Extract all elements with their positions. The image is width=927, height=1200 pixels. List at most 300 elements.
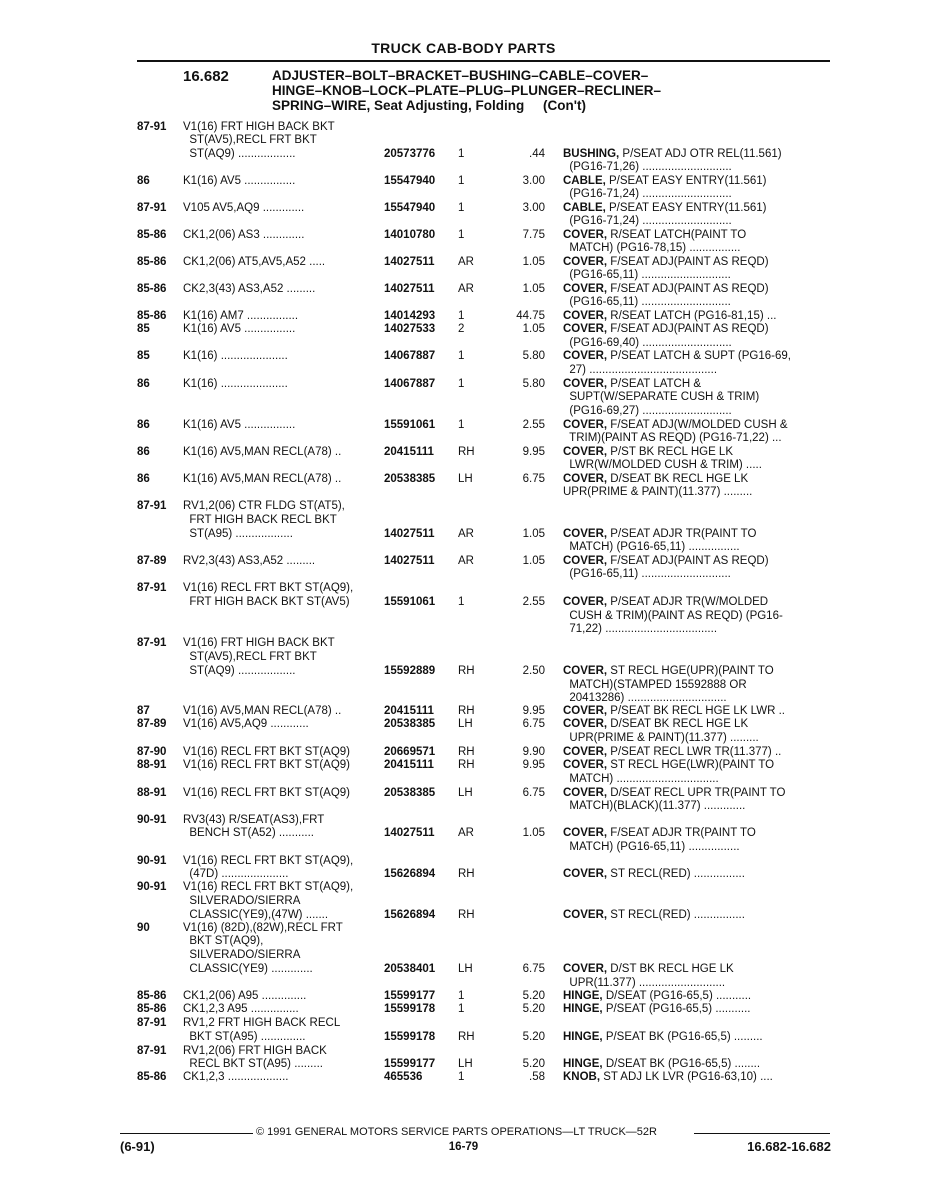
application: K1(16) AV5,MAN RECL(A78) .. [183,473,342,485]
part-number: 14027511 [384,827,435,839]
description-text: P/SEAT RECL LWR TR(11.377) .. [607,746,782,758]
application: (47D) ..................... [183,868,289,880]
application: V1(16) RECL FRT BKT ST(AQ9) [183,746,351,758]
part-number: 20415111 [384,759,434,771]
quantity: 1 [458,378,465,390]
description [563,909,745,923]
application: V1(16) AV5,AQ9 ............ [183,718,309,730]
part-number: 20669571 [384,746,436,758]
application: ST(A95) .................. [183,528,293,540]
application: K1(16) ..................... [183,378,288,390]
description [563,161,732,175]
page-title: TRUCK CAB-BODY PARTS [371,40,556,56]
description-text: (PG16-71,26) ............................ [563,161,732,173]
part-number: 14027511 [384,555,435,567]
part-name: COVER, [563,555,608,567]
price: 9.95 [522,759,545,771]
part-number: 14010780 [384,229,436,241]
description [563,1058,760,1072]
footer-copyright: © 1991 GENERAL MOTORS SERVICE PARTS OPERATIONS—LT TRUCK—52R [256,1126,657,1138]
part-number: 15626894 [384,868,436,880]
part-name: KNOB, [563,1071,601,1083]
model-year: 88-91 [137,787,167,799]
application: K1(16) AV5 ................ [183,175,296,187]
part-number: 15626894 [384,909,436,921]
description-text: ST RECL(RED) ................ [607,909,745,921]
description-text: (PG16-65,11) ............................ [563,269,731,281]
price: 5.80 [522,378,545,390]
part-name: COVER, [563,787,608,799]
price: 1.05 [522,323,545,335]
quantity: RH [458,446,475,458]
description [563,486,752,500]
application: K1(16) AM7 ................ [183,310,299,322]
model-year: 87-91 [137,202,167,214]
part-name: COVER, [563,446,608,458]
part-number: 20538385 [384,718,436,730]
description-text: (PG16-71,24) ............................ [563,188,732,200]
part-number: 15599177 [384,1058,436,1070]
description-text: F/SEAT ADJ(PAINT AS REQD) [607,283,769,295]
model-year: 87-91 [137,121,167,133]
quantity: 1 [458,148,465,160]
model-year: 86 [137,446,150,458]
description-text: D/SEAT RECL UPR TR(PAINT TO [607,787,786,799]
part-number: 20415111 [384,446,434,458]
price: 1.05 [522,827,545,839]
description-text: ST RECL HGE(UPR)(PAINT TO [607,665,774,677]
description-text: MATCH)(STAMPED 15592888 OR [563,679,747,691]
description [563,378,701,392]
description [563,555,769,569]
part-name: HINGE, [563,1058,603,1070]
description [563,665,774,679]
description-text: D/SEAT BK RECL HGE LK [607,473,749,485]
application: ST(AQ9) .................. [183,665,296,677]
quantity: LH [458,1058,473,1070]
description [563,446,733,460]
model-year: 85-86 [137,1071,167,1083]
price: 3.00 [522,202,545,214]
quantity: RH [458,759,475,771]
description [563,990,751,1004]
description-text: MATCH)(BLACK)(11.377) ............. [563,800,746,812]
description-text: P/SEAT ADJR TR(W/MOLDED [607,596,769,608]
model-year: 90-91 [137,881,167,893]
price: 1.05 [522,283,545,295]
description [563,746,781,760]
model-year: 85 [137,323,150,335]
application: FRT HIGH BACK BKT ST(AV5) [183,596,350,608]
part-name: COVER, [563,718,608,730]
part-name: COVER, [563,323,608,335]
price: 9.95 [522,705,545,717]
description [563,188,732,202]
quantity: LH [458,718,473,730]
section-title-line: HINGE–KNOB–LOCK–PLATE–PLUG–PLUNGER–RECLINER– [272,83,662,98]
description-text: (PG16-71,24) ............................ [563,215,732,227]
application: K1(16) AV5 ................ [183,323,296,335]
part-name: COVER, [563,868,608,880]
part-number: 15591061 [384,419,436,431]
description-text: UPR(PRIME & PAINT)(11.377) ......... [563,732,759,744]
description [563,256,769,270]
application: CK2,3(43) AS3,A52 ......... [183,283,316,295]
description [563,364,717,378]
price: .58 [529,1071,545,1083]
description [563,229,746,243]
description-text: F/SEAT ADJ(PAINT AS REQD) [607,256,769,268]
application: V1(16) RECL FRT BKT ST(AQ9) [183,759,351,771]
quantity: AR [458,827,474,839]
description-text: P/SEAT LATCH & [607,378,702,390]
price: 1.05 [522,256,545,268]
part-name: COVER, [563,909,608,921]
description [563,148,782,162]
footer-section-range: 16.682-16.682 [747,1139,831,1154]
description [563,283,769,297]
model-year: 85-86 [137,256,167,268]
application: V1(16) AV5,MAN RECL(A78) .. [183,705,342,717]
model-year: 87-90 [137,746,167,758]
description [563,610,783,624]
description-text: P/SEAT LATCH & SUPT (PG16-69, [607,350,791,362]
quantity: LH [458,787,473,799]
quantity: 1 [458,1071,465,1083]
model-year: 87-91 [137,637,167,649]
description [563,541,740,555]
description-text: P/SEAT EASY ENTRY(11.561) [605,202,767,214]
description-text: P/SEAT ADJ OTR REL(11.561) [619,148,782,160]
description-text: D/SEAT BK (PG16-65,5) ........ [602,1058,761,1070]
application: FRT HIGH BACK RECL BKT [183,514,337,526]
price: 6.75 [522,718,545,730]
application: V1(16) RECL FRT BKT ST(AQ9) [183,787,351,799]
description-text: ST RECL(RED) ................ [607,868,745,880]
quantity: 1 [458,310,465,322]
part-number: 15547940 [384,202,436,214]
description [563,350,791,364]
description [563,175,766,189]
description-text: 71,22) ................................... [563,623,718,635]
description-text: F/SEAT ADJR TR(PAINT TO [607,827,756,839]
model-year: 86 [137,175,150,187]
part-name: COVER, [563,473,608,485]
part-name: HINGE, [563,990,603,1002]
quantity: 2 [458,323,465,335]
price: 5.20 [522,1003,545,1015]
part-name: COVER, [563,705,608,717]
description-text: MATCH) (PG16-65,11) ................ [563,841,740,853]
description-text: P/ST BK RECL HGE LK [607,446,733,458]
description [563,391,759,405]
description [563,215,732,229]
description [563,296,731,310]
model-year: 87 [137,705,150,717]
quantity: 1 [458,1003,465,1015]
part-name: COVER, [563,350,608,362]
description [563,732,759,746]
quantity: 1 [458,596,465,608]
description-text: 20413286) ............................... [563,692,727,704]
application: K1(16) ..................... [183,350,288,362]
description-text: CUSH & TRIM)(PAINT AS REQD) (PG16- [563,610,783,622]
price: 5.20 [522,990,545,1002]
part-number: 20538385 [384,787,436,799]
quantity: AR [458,283,474,295]
application: K1(16) AV5 ................ [183,419,296,431]
application: ST(AV5),RECL FRT BKT [183,134,317,146]
application: RECL BKT ST(A95) ......... [183,1058,323,1070]
model-year: 90-91 [137,855,167,867]
part-name: COVER, [563,963,608,975]
description [563,1003,750,1017]
price: 7.75 [522,229,545,241]
quantity: 1 [458,990,465,1002]
description [563,841,740,855]
description-text: F/SEAT ADJ(W/MOLDED CUSH & [607,419,788,431]
quantity: RH [458,705,475,717]
quantity: 1 [458,350,465,362]
description-text: UPR(11.377) ........................... [563,977,726,989]
description [563,419,788,433]
price: 6.75 [522,787,545,799]
page-number: 16-79 [448,1141,479,1153]
description-text: P/SEAT ADJR TR(PAINT TO [607,528,757,540]
model-year: 85-86 [137,310,167,322]
application: SILVERADO/SIERRA [183,949,301,961]
footer-rule-left [120,1133,253,1134]
model-year: 87-89 [137,555,167,567]
application: CK1,2,3 A95 ............... [183,1003,299,1015]
description [563,800,745,814]
description [563,242,740,256]
model-year: 87-89 [137,718,167,730]
quantity: AR [458,555,474,567]
description [563,868,745,882]
description-text: SUPT(W/SEPARATE CUSH & TRIM) [563,391,760,403]
part-name: CABLE, [563,202,606,214]
description [563,679,747,693]
description-text: UPR(PRIME & PAINT)(11.377) ......... [563,486,753,498]
section-title [272,68,832,113]
part-name: COVER, [563,310,608,322]
application: SILVERADO/SIERRA [183,895,301,907]
application: CK1,2(06) A95 .............. [183,990,307,1002]
price: 1.05 [522,555,545,567]
price: 5.20 [522,1058,545,1070]
description-text: ST RECL HGE(LWR)(PAINT TO [607,759,775,771]
price: 5.80 [522,350,545,362]
quantity: 1 [458,229,465,241]
section-title-line: ADJUSTER–BOLT–BRACKET–BUSHING–CABLE–COVER– [272,68,649,83]
quantity: 1 [458,202,465,214]
model-year: 85-86 [137,283,167,295]
quantity: RH [458,665,475,677]
description [563,269,731,283]
part-number: 20415111 [384,705,434,717]
header-rule [137,60,830,62]
part-number: 20538385 [384,473,436,485]
description-text: MATCH) ................................ [563,773,719,785]
part-number: 465536 [384,1071,423,1083]
description [563,310,776,324]
description-text: D/SEAT BK RECL HGE LK [607,718,749,730]
part-name: COVER, [563,256,608,268]
part-number: 14014293 [384,310,436,322]
model-year: 85 [137,350,150,362]
part-name: CABLE, [563,175,606,187]
application: RV1,2(06) CTR FLDG ST(AT5), [183,500,345,512]
part-name: COVER, [563,596,608,608]
model-year: 88-91 [137,759,167,771]
footer-rule-right [694,1133,830,1134]
description-text: R/SEAT LATCH (PG16-81,15) ... [607,310,777,322]
description-text: (PG16-69,27) ............................ [563,405,732,417]
part-name: COVER, [563,746,608,758]
description [563,568,731,582]
price: 6.75 [522,963,545,975]
quantity: AR [458,256,474,268]
part-name: COVER, [563,759,608,771]
description [563,337,732,351]
application: V1(16) FRT HIGH BACK BKT [183,637,335,649]
quantity: RH [458,909,475,921]
section-title-line: SPRING–WIRE, Seat Adjusting, Folding (Con't) [272,98,586,113]
application: V1(16) RECL FRT BKT ST(AQ9), [183,582,354,594]
price: 1.05 [522,528,545,540]
part-name: COVER, [563,283,608,295]
price: 9.90 [522,746,545,758]
application: V1(16) RECL FRT BKT ST(AQ9), [183,855,354,867]
application: ST(AQ9) .................. [183,148,296,160]
application: RV2,3(43) AS3,A52 ......... [183,555,316,567]
application: BENCH ST(A52) ........... [183,827,314,839]
description-text: LWR(W/MOLDED CUSH & TRIM) ..... [563,459,762,471]
price: 44.75 [516,310,545,322]
part-number: 15599178 [384,1031,436,1043]
price: 5.20 [522,1031,545,1043]
model-year: 87-91 [137,500,167,512]
application: RV1,2 FRT HIGH BACK RECL [183,1017,341,1029]
model-year: 90 [137,922,150,934]
application: V1(16) (82D),(82W),RECL FRT [183,922,343,934]
description-text: P/SEAT BK RECL HGE LK LWR .. [607,705,785,717]
part-number: 14067887 [384,350,436,362]
description [563,202,766,216]
section-number: 16.682 [183,68,229,85]
quantity: LH [458,473,473,485]
model-year: 86 [137,419,150,431]
description [563,773,719,787]
quantity: RH [458,868,475,880]
quantity: 1 [458,419,465,431]
model-year: 90-91 [137,814,167,826]
description-text: (PG16-65,11) ............................ [563,296,731,308]
application: CK1,2(06) AS3 ............. [183,229,305,241]
part-number: 15599177 [384,990,436,1002]
price: 2.55 [522,419,545,431]
quantity: RH [458,1031,475,1043]
part-number: 15599178 [384,1003,436,1015]
description-text: MATCH) (PG16-78,15) ................ [563,242,741,254]
description-text: ST ADJ LK LVR (PG16-63,10) .... [600,1071,773,1083]
application: V1(16) RECL FRT BKT ST(AQ9), [183,881,354,893]
description [563,692,727,706]
description [563,473,748,487]
part-number: 15591061 [384,596,436,608]
description [563,459,762,473]
model-year: 87-91 [137,582,167,594]
application: CK1,2,3 ................... [183,1071,289,1083]
part-name: HINGE, [563,1003,603,1015]
description [563,1071,773,1085]
description [563,596,768,610]
application: ST(AV5),RECL FRT BKT [183,651,317,663]
price: .44 [529,148,545,160]
application: CK1,2(06) AT5,AV5,A52 ..... [183,256,326,268]
price: 2.50 [522,665,545,677]
description-text: P/SEAT (PG16-65,5) ........... [602,1003,751,1015]
model-year: 86 [137,378,150,390]
part-name: COVER, [563,827,608,839]
description [563,1031,763,1045]
description-text: P/SEAT EASY ENTRY(11.561) [605,175,767,187]
quantity: AR [458,528,474,540]
description [563,759,774,773]
description [563,705,785,719]
description [563,405,732,419]
description-text: P/SEAT BK (PG16-65,5) ......... [602,1031,763,1043]
part-name: COVER, [563,229,608,241]
part-number: 20538401 [384,963,436,975]
part-name: COVER, [563,665,608,677]
quantity: LH [458,963,473,975]
description [563,977,725,991]
model-year: 85-86 [137,229,167,241]
part-number: 14067887 [384,378,436,390]
application: RV3(43) R/SEAT(AS3),FRT [183,814,325,826]
application: V105 AV5,AQ9 ............. [183,202,305,214]
description [563,827,756,841]
description [563,432,782,446]
part-number: 14027511 [384,256,435,268]
description-text: D/SEAT (PG16-65,5) ........... [602,990,752,1002]
description [563,623,717,637]
description [563,718,748,732]
quantity: RH [458,746,475,758]
part-name: BUSHING, [563,148,620,160]
price: 9.95 [522,446,545,458]
description-text: F/SEAT ADJ(PAINT AS REQD) [607,555,769,567]
part-number: 15592889 [384,665,436,677]
model-year: 85-86 [137,990,167,1002]
description [563,963,734,977]
application: BKT ST(A95) .............. [183,1031,306,1043]
price: 6.75 [522,473,545,485]
application: BKT ST(AQ9), [183,935,264,947]
description-text: MATCH) (PG16-65,11) ................ [563,541,740,553]
description-text: (PG16-65,11) ............................ [563,568,731,580]
application: RV1,2(06) FRT HIGH BACK [183,1045,327,1057]
description [563,787,785,801]
footer-date: (6-91) [120,1139,155,1154]
model-year: 87-91 [137,1017,167,1029]
description [563,528,756,542]
description-text: F/SEAT ADJ(PAINT AS REQD) [607,323,769,335]
application: K1(16) AV5,MAN RECL(A78) .. [183,446,342,458]
description-text: 27) ........................................ [563,364,718,376]
